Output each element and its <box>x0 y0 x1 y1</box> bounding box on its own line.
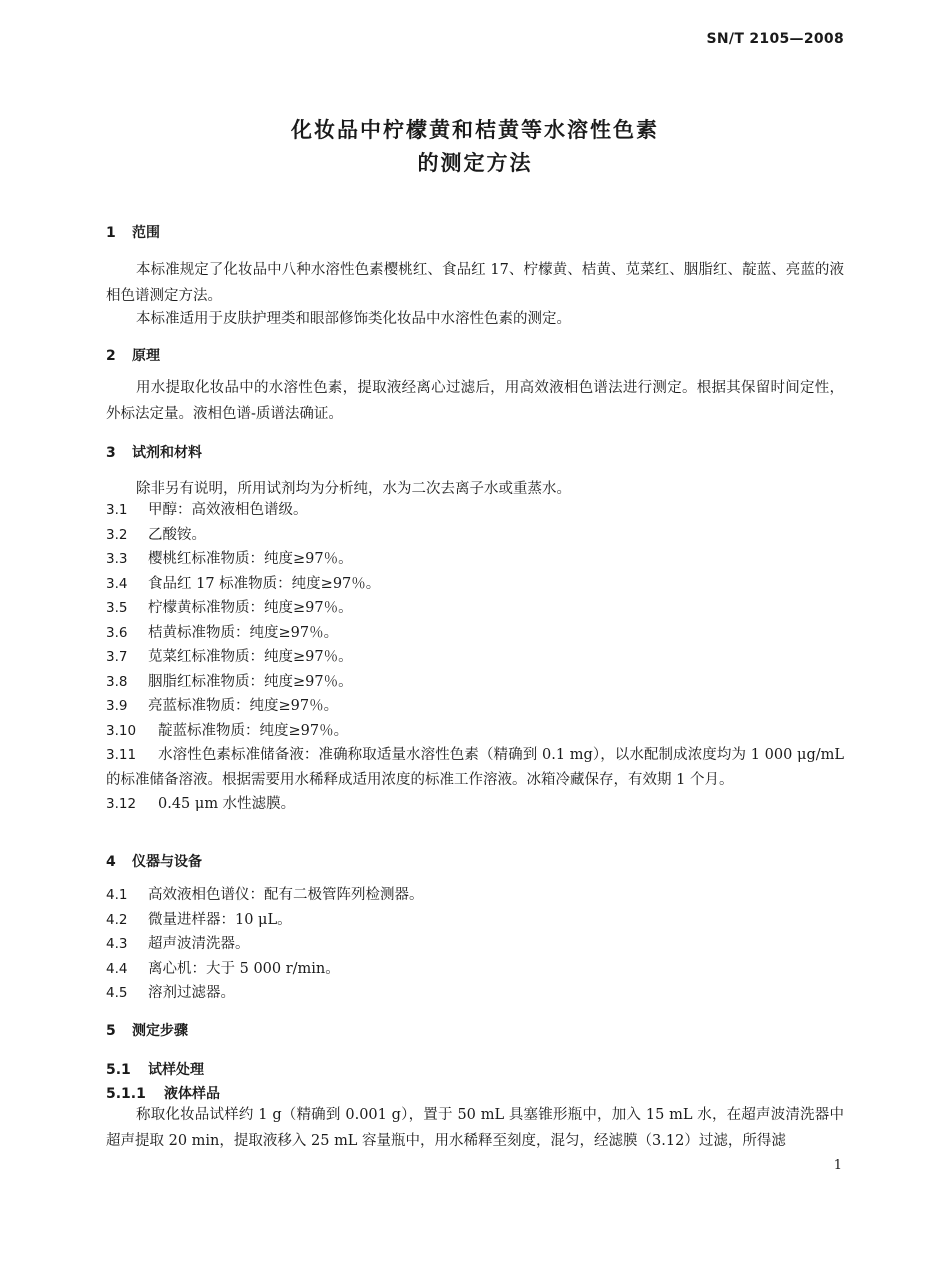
item-text: 高效液相色谱仪：配有二极管阵列检测器。 <box>148 887 424 903</box>
list-item <box>106 719 844 744</box>
section-5-1-1-heading <box>106 1083 844 1103</box>
section-5-1-1-paragraph: 称取化妆品试样约 1 g（精确到 0.001 g），置于 50 mL 具塞锥形瓶中，加入 15 mL 水，在超声波清洗器中超声提取 20 min，提取液移入 25 mL 容量瓶中，用水稀释至刻度，混匀，经滤膜（3.12）过滤，所得滤 <box>106 1107 844 1149</box>
section-title: 仪器与设备 <box>132 854 202 870</box>
section-4-heading <box>106 851 844 871</box>
standard-number: SN/T 2105—2008 <box>706 31 844 47</box>
list-item <box>106 883 844 908</box>
section-1-paragraph-1: 本标准规定了化妆品中八种水溶性色素樱桃红、食品红 17、柠檬黄、桔黄、苋菜红、胭脂红、靛蓝、亮蓝的液相色谱测定方法。 <box>106 262 844 304</box>
item-number: 3.10 <box>106 722 137 739</box>
list-item <box>106 572 844 597</box>
item-number: 4.1 <box>106 887 128 903</box>
list-item <box>106 523 844 548</box>
item-number: 3.12 <box>106 796 137 812</box>
section-1-heading <box>106 222 844 242</box>
section-2-heading <box>106 345 844 365</box>
item-text: 亮蓝标准物质：纯度≥97％。 <box>148 698 339 714</box>
item-number: 3.1 <box>106 502 128 518</box>
section-title: 液体样品 <box>164 1086 220 1102</box>
item-text: 柠檬黄标准物质：纯度≥97％。 <box>148 600 353 616</box>
item-number: 3.2 <box>106 526 128 543</box>
list-item <box>106 908 844 933</box>
section-number: 5.1.1 <box>106 1086 146 1102</box>
item-text: 靛蓝标准物质：纯度≥97％。 <box>158 722 349 739</box>
item-text: 樱桃红标准物质：纯度≥97％。 <box>148 551 353 567</box>
item-number: 3.3 <box>106 551 128 567</box>
list-item <box>106 981 844 1006</box>
section-3-intro: 除非另有说明，所用试剂均为分析纯，水为二次去离子水或重蒸水。 <box>136 481 571 497</box>
list-item <box>106 670 844 695</box>
item-text: 水溶性色素标准储备液：准确称取适量水溶性色素（精确到 0.1 mg），以水配制成浓度均为 1 000 μg/mL 的标准储备溶液。根据需要用水稀释成适用浓度的标准工作溶液。冰箱冷藏保存，有效期 1 个月。 <box>106 747 844 788</box>
item-text: 胭脂红标准物质：纯度≥97％。 <box>148 673 353 690</box>
item-number: 3.4 <box>106 575 128 592</box>
item-number: 3.5 <box>106 600 128 616</box>
section-number: 4 <box>106 854 116 870</box>
page-number: 1 <box>833 1158 842 1173</box>
document-title-line-1: 化妆品中柠檬黄和桔黄等水溶性色素 <box>291 118 659 142</box>
section-2-paragraph-1: 用水提取化妆品中的水溶性色素，提取液经离心过滤后，用高效液相色谱法进行测定。根据其保留时间定性，外标法定量。液相色谱-质谱法确证。 <box>106 380 844 422</box>
item-text: 微量进样器：10 μL。 <box>148 911 292 928</box>
section-number: 5 <box>106 1023 116 1039</box>
section-5-1-heading <box>106 1059 844 1079</box>
section-1-paragraph-2: 本标准适用于皮肤护理类和眼部修饰类化妆品中水溶性色素的测定。 <box>136 311 571 327</box>
section-number: 2 <box>106 348 116 364</box>
section-4-items <box>106 883 844 1006</box>
section-number: 3 <box>106 445 116 461</box>
item-text: 甲醇：高效液相色谱级。 <box>148 502 308 518</box>
section-title: 试样处理 <box>148 1062 204 1078</box>
item-text: 0.45 μm 水性滤膜。 <box>158 796 296 812</box>
list-item <box>106 645 844 670</box>
list-item <box>106 694 844 719</box>
item-text: 苋菜红标准物质：纯度≥97％。 <box>148 649 353 665</box>
list-item <box>106 547 844 572</box>
item-number: 3.9 <box>106 698 128 714</box>
item-number: 3.6 <box>106 624 128 641</box>
section-5-heading <box>106 1020 844 1040</box>
item-number: 3.8 <box>106 673 128 690</box>
item-text: 食品红 17 标准物质：纯度≥97％。 <box>148 575 381 592</box>
item-number: 4.4 <box>106 960 128 977</box>
item-text: 溶剂过滤器。 <box>148 985 235 1001</box>
list-item <box>106 792 844 817</box>
section-number: 5.1 <box>106 1062 131 1078</box>
item-text: 离心机：大于 5 000 r/min。 <box>148 960 340 977</box>
list-item <box>106 621 844 646</box>
item-text: 桔黄标准物质：纯度≥97％。 <box>148 624 339 641</box>
list-item <box>106 957 844 982</box>
section-title: 范围 <box>132 225 160 241</box>
item-number: 4.2 <box>106 911 128 928</box>
list-item <box>106 498 844 523</box>
item-text: 乙酸铵。 <box>148 526 206 543</box>
item-number: 4.5 <box>106 985 128 1001</box>
section-3-items <box>106 498 844 817</box>
document-title-line-2: 的测定方法 <box>417 151 533 175</box>
list-item <box>106 596 844 621</box>
item-number: 3.7 <box>106 649 128 665</box>
item-number: 3.11 <box>106 747 137 763</box>
section-title: 原理 <box>132 348 160 364</box>
section-title: 测定步骤 <box>132 1023 188 1039</box>
item-text: 超声波清洗器。 <box>148 936 250 952</box>
list-item <box>106 743 844 792</box>
section-title: 试剂和材料 <box>132 445 202 461</box>
list-item <box>106 932 844 957</box>
section-3-heading <box>106 442 844 462</box>
item-number: 4.3 <box>106 936 128 952</box>
section-number: 1 <box>106 225 116 241</box>
